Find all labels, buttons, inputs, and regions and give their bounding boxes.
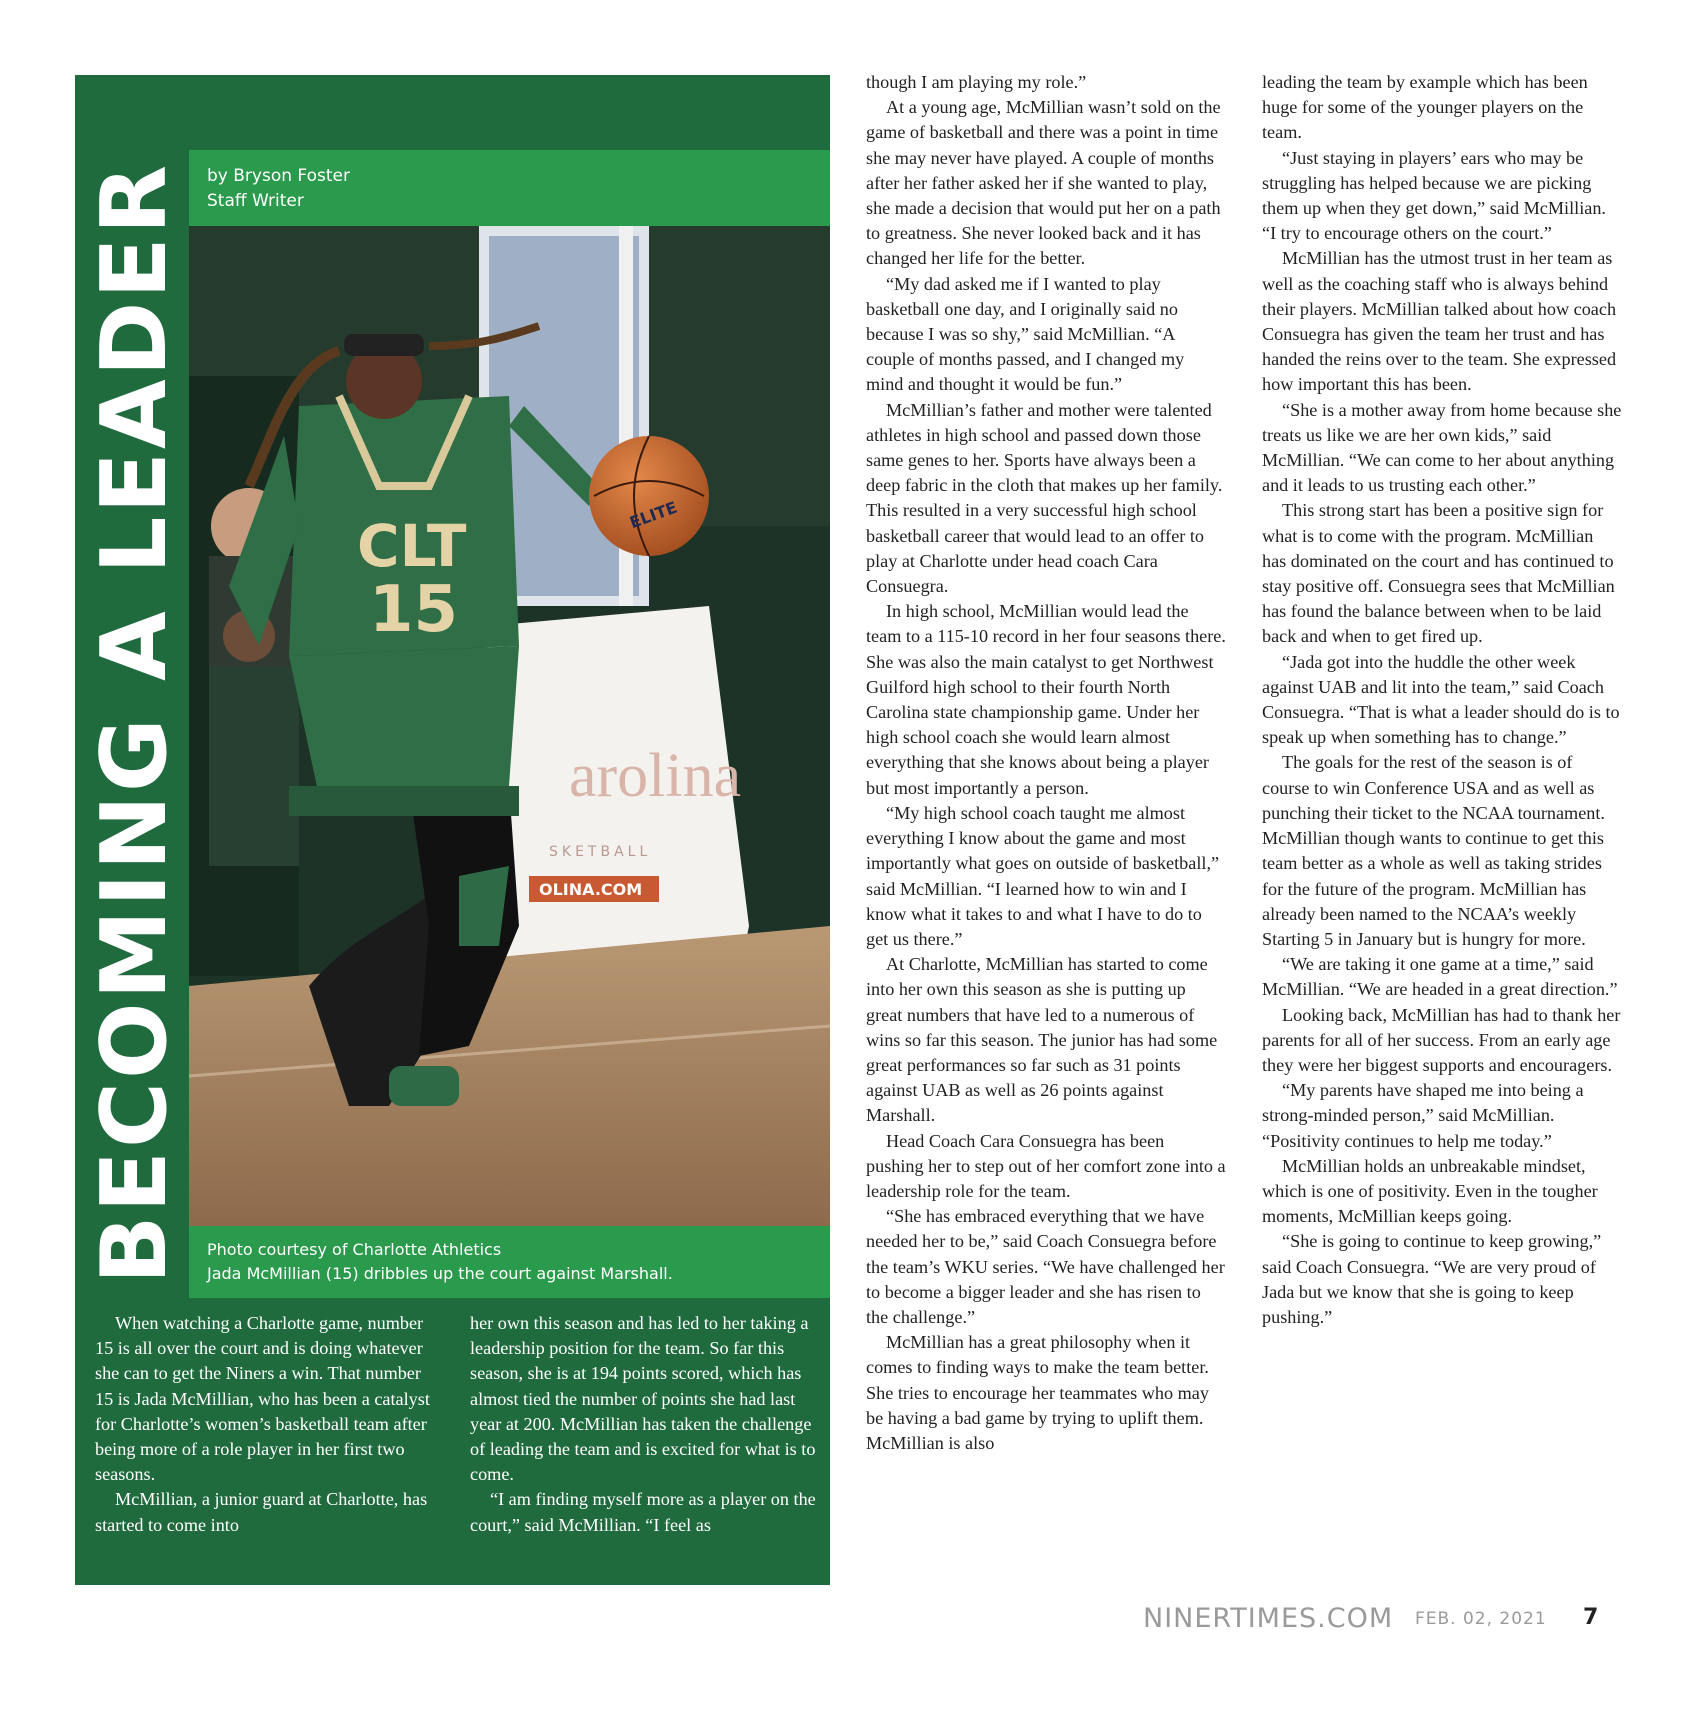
paragraph: “She has embraced everything that we have needed her to be,” said Coach Consuegra before the team’s WKU series. “We have challenged her to become a bigger leader and she has risen to the challenge.” xyxy=(866,1206,1225,1327)
column-1 xyxy=(95,1311,435,1538)
ball-text: ELITE xyxy=(627,497,680,533)
paragraph: “She is going to continue to keep growing,” said Coach Consuegra. “We are very proud of Jada but we know that she is going to keep pushing.” xyxy=(1262,1231,1602,1327)
paragraph: “We are taking it one game at a time,” said McMillian. “We are headed in a great direction.” xyxy=(1262,954,1618,1000)
banner-text: arolina xyxy=(569,742,742,810)
paragraph: McMillian holds an unbreakable mindset, which is one of positivity. Even in the tougher moments, McMillian keeps going. xyxy=(1262,1155,1598,1227)
paragraph: When watching a Charlotte game, number 15 is all over the court and is doing whatever she can to get the Niners a win. That number 15 is Jada McMillian, who has been a catalyst for Charlotte’s women’s basketball team after being more of a role player in her first two seasons. xyxy=(95,1313,430,1485)
banner-sub: SKETBALL xyxy=(549,844,652,860)
paragraph: “Jada got into the huddle the other week against UAB and lit into the team,” said Coach Consuegra. “That is what a leader should do is to speak up when something has to change.” xyxy=(1262,651,1620,748)
jersey-number: 15 xyxy=(369,573,459,647)
paragraph: McMillian, a junior guard at Charlotte, has started to come into xyxy=(95,1489,428,1535)
paragraph: The goals for the rest of the season is of course to win Conference USA and as well as punching their ticket to the NCAA tournament. McMillian though wants to continue to get this team better as a whole as well as taking strides for the future of the program. McMillian has already been named to the NCAA’s weekly Starting 5 in January but is hungry for more. xyxy=(1262,752,1605,949)
paragraph: her own this season and has led to her taking a leadership position for the team. So far this season, she is at 194 points scored, which has almost tied the number of points she had last year at 200. McMillian has taken the challenge of leading the team and is excited for what is to come. xyxy=(470,1313,816,1485)
paragraph: At a young age, McMillian wasn’t sold on the game of basketball and there was a point in time she may never have played. A couple of months after her father asked her if she wanted to play, she made a decision that would put her on a path to greatness. She never looked back and it has changed her life for the better. xyxy=(866,97,1221,269)
paragraph: “Just staying in players’ ears who may be struggling has helped because we are picking them up when they get down,” said McMillian. “I try to encourage others on the court.” xyxy=(1262,147,1606,244)
photo-illustration xyxy=(189,226,830,1226)
paragraph: “My dad asked me if I wanted to play basketball one day, and I originally said no because I was so shy,” said McMillian. “A couple of months passed, and I changed my mind and thought it would be fun.” xyxy=(866,273,1185,395)
photo-credit: Photo courtesy of Charlotte Athletics xyxy=(207,1240,502,1259)
page-number: 7 xyxy=(1583,1605,1599,1630)
paragraph: “I am finding myself more as a player on the court,” said McMillian. “I feel as xyxy=(470,1489,816,1535)
column-2 xyxy=(470,1311,816,1538)
paragraph: leading the team by example which has been huge for some of the younger players on the team. xyxy=(1262,72,1588,143)
paragraph: This strong start has been a positive sign for what is to come with the program. McMillian has dominated on the court and has continued to stay positive off. Consuegra sees that McMillian has found the balance between when to be laid back and when to get fired up. xyxy=(1262,500,1615,647)
article-title xyxy=(82,150,188,1296)
paragraph: “My parents have shaped me into being a strong-minded person,” said McMillian. “Positivity continues to help me today.” xyxy=(1262,1080,1584,1151)
paragraph: “My high school coach taught me almost everything I know about the game and most importantly what goes on outside of basketball,” said McMillian. “I learned how to win and I know what it takes to and what I have to do to get us there.” xyxy=(866,802,1220,949)
footer-date: FEB. 02, 2021 xyxy=(1415,1609,1547,1629)
article-photo xyxy=(189,226,830,1226)
column-4 xyxy=(1262,70,1622,1330)
paragraph: McMillian’s father and mother were talented athletes in high school and passed down those same genes to her. Sports have always been a deep fabric in the cloth that makes up her family. This resulted in a very successful high school basketball career that would lead to an offer to play at Charlotte under head coach Cara Consuegra. xyxy=(866,399,1223,597)
paragraph: “She is a mother away from home because she treats us like we are her own kids,” said McMillian. “We can come to her about anything and it leads to us trusting each other.” xyxy=(1262,399,1622,496)
paragraph: In high school, McMillian would lead the team to a 115-10 record in her four seasons there. She was also the main catalyst to get Northwest Guilford high school to their fourth North Carolina state championship game. Under her high school coach she would learn almost everything that she knows about being a player but most importantly a person. xyxy=(866,601,1226,798)
byline-role: Staff Writer xyxy=(207,191,304,211)
byline-author: by Bryson Foster xyxy=(207,166,350,186)
footer-site: NINERTIMES.COM xyxy=(1143,1603,1394,1634)
paragraph: McMillian has the utmost trust in her team as well as the coaching staff who is always behind their players. McMillian talked about how coach Consuegra has given the team her trust and has handed the reins over to the team. She expressed how important this has been. xyxy=(1262,248,1617,395)
caption-text: Jada McMillian (15) dribbles up the court against Marshall. xyxy=(207,1264,673,1283)
column-3 xyxy=(866,70,1226,1456)
paragraph: McMillian has a great philosophy when it comes to finding ways to make the team better. She tries to encourage her teammates who may be having a bad game by trying to uplift them. McMillian is also xyxy=(866,1332,1209,1453)
paragraph: Looking back, McMillian has had to thank her parents for all of her success. From an early age they were her biggest supports and encouragers. xyxy=(1262,1004,1621,1075)
byline xyxy=(189,150,830,226)
paragraph: though I am playing my role.” xyxy=(866,72,1087,92)
jersey-text: CLT xyxy=(357,512,467,580)
article-title-text: BECOMING A LEADER xyxy=(82,161,188,1285)
paragraph: Head Coach Cara Consuegra has been pushing her to step out of her comfort zone into a leadership role for the team. xyxy=(866,1130,1226,1201)
banner-url: OLINA.COM xyxy=(539,880,643,899)
photo-caption xyxy=(189,1226,830,1298)
paragraph: At Charlotte, McMillian has started to come into her own this season as she is putting up great numbers that have led to a numerous of wins so far this season. The junior has had some great performances so far such as 31 points against UAB as well as 26 points against Marshall. xyxy=(866,954,1218,1126)
